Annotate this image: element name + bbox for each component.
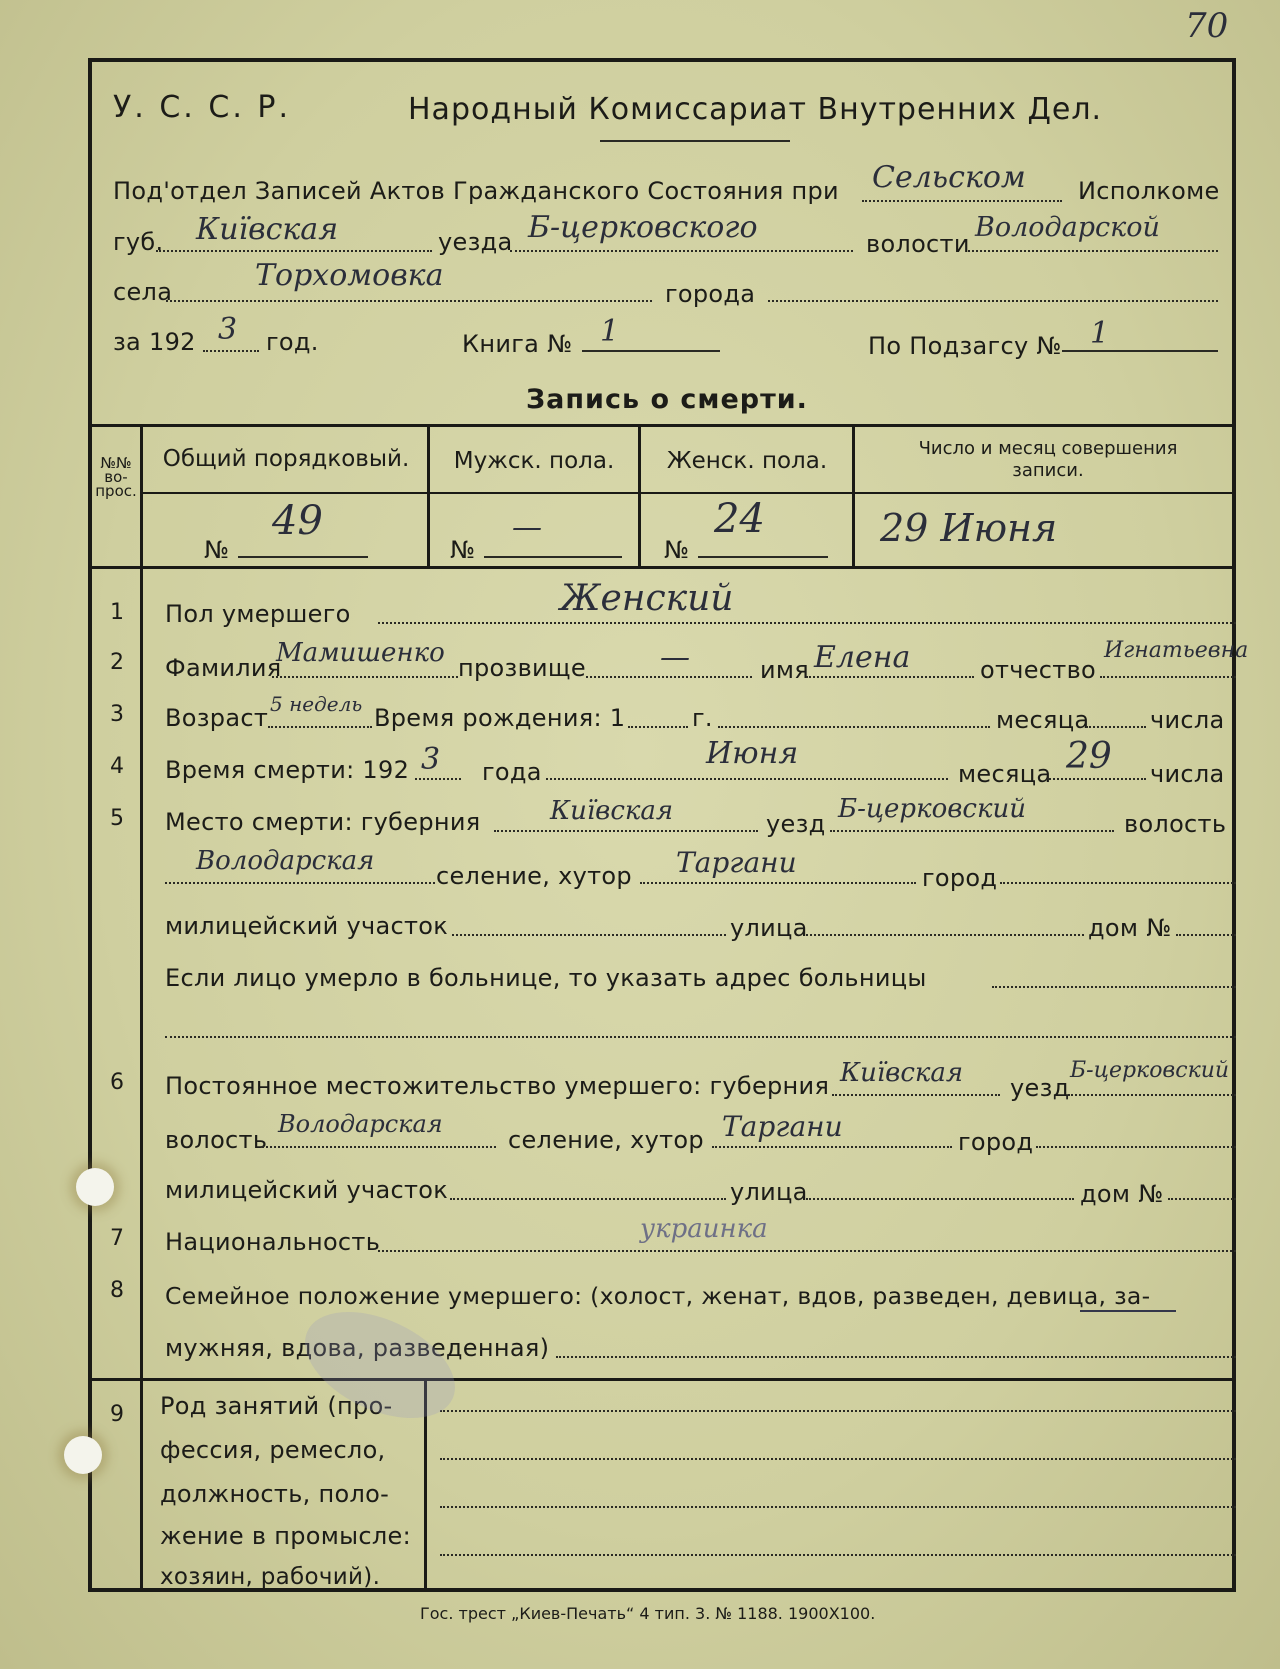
q2-family-line [272,676,458,678]
q8-label-line1: Семейное положение умершего: (холост, женат, вдов, разведен, девица, за- [165,1282,1151,1310]
q6-volost-value: Володарская [278,1110,443,1138]
male-line [484,556,622,558]
record-date-value: 29 Июня [880,506,1058,550]
male-value: — [512,510,542,545]
q3-birth-line [628,726,688,728]
table-col-3 [638,424,641,568]
q4-month-line [546,778,948,780]
q6-volost-line [262,1146,496,1148]
q6-selenie-label: селение, хутор [508,1126,704,1154]
q2-family-label: Фамилия [165,654,282,682]
q3-age-label: Возраст [165,704,269,732]
q2-patronymic-value: Игнатьевна [1104,638,1249,663]
gorod-label: города [665,280,756,308]
year-line [203,350,259,352]
q2-family-value: Мамишенко [276,638,445,668]
q5-street-label: улица [730,914,808,942]
podzags-line [1062,350,1218,352]
q6-label: Постоянное местожительство умершего: губерния [165,1072,830,1100]
q2-name-line [806,676,974,678]
female-value: 24 [714,496,765,542]
q5-gorod-label: город [922,864,998,892]
q6-uezd-line [1068,1094,1236,1096]
q5-gub-line [494,830,758,832]
q1-label: Пол умершего [165,600,351,628]
q5-police-line [452,934,726,936]
volost-line [968,250,1218,252]
volost-label: волости [866,230,970,258]
general-line [238,556,368,558]
q9-label-4: жение в промысле: [160,1522,411,1550]
q5-house-line [1176,934,1236,936]
q6-house-label: дом № [1080,1180,1164,1208]
q4-month-label: месяца [958,760,1052,788]
q3-month-label: месяца [996,706,1090,734]
q6-selenie-line [712,1146,952,1148]
q5-volost-line [165,882,435,884]
q5-hospital-line-2 [165,1036,1236,1038]
row-number-8: 8 [110,1278,124,1303]
selo-value: Торхомовка [255,258,444,293]
table-top-rule [90,424,1236,427]
q9-line-1 [440,1410,1236,1412]
row-number-9: 9 [110,1402,124,1427]
year-value: 3 [218,312,238,347]
q3-age-line [268,726,372,728]
gub-label: губ. [113,228,164,256]
binding-hole-bottom [64,1436,102,1474]
q5-selenie-value: Таргани [676,846,797,879]
general-value: 49 [272,498,323,544]
col-question-header: №№ во- прос. [95,454,137,500]
female-no-label: № [664,536,690,564]
q9-label-5: хозяин, рабочий). [160,1564,381,1590]
book-label: Книга № [462,330,573,358]
q6-uezd-label: уезд [1010,1074,1070,1102]
uezd-label: уезда [438,228,513,256]
q2-patronymic-label: отчество [980,656,1097,684]
row-number-7: 7 [110,1226,124,1251]
q4-year-label: года [482,758,542,786]
q5-selenie-label: селение, хутор [436,862,632,890]
col-female-header: Женск. пола. [666,448,828,474]
q9-label-3: должность, поло- [160,1480,390,1508]
q3-age-value: 5 недель [270,692,363,716]
q5-police-label: милицейский участок [165,912,449,940]
gub-line [156,250,432,252]
q7-value: украинка [640,1214,768,1244]
female-line [698,556,828,558]
uezd-value: Б-церковского [528,210,758,245]
row-number-2: 2 [110,650,124,675]
row-number-1: 1 [110,600,124,625]
q2-name-value: Елена [814,640,911,675]
q6-street-label: улица [730,1178,808,1206]
q2-nick-value: — [660,640,690,675]
q9-line-3 [440,1506,1236,1508]
book-line [582,350,720,352]
commissariat-title: Народный Комиссариат Внутренних Дел. [408,92,1103,127]
document-title: Запись о смерти. [526,384,808,415]
q7-label: Национальность [165,1228,381,1256]
subdept-prefix: Под'отдел Записей Актов Гражданского Состояния при [113,177,839,205]
q5-uezd-value: Б-церковский [838,794,1026,824]
q5-house-label: дом № [1088,914,1172,942]
q6-street-line [806,1198,1074,1200]
q5-volost-label: волость [1124,810,1227,838]
q5-selenie-line [640,882,916,884]
q3-day-line [1086,726,1146,728]
col-date-header: Число и месяц совершения записи. [918,438,1178,481]
row-number-6: 6 [110,1070,124,1095]
q4-day-label: числа [1150,760,1225,788]
q5-label: Место смерти: губерния [165,808,481,836]
q1-value: Женский [560,578,734,619]
q5-street-line [806,934,1084,936]
q6-uezd-value: Б-церковский [1070,1058,1230,1083]
table-col-2 [427,424,430,568]
selo-label: села [113,278,173,306]
republic-label: У. С. С. Р. [113,90,292,125]
q7-line [378,1250,1236,1252]
selo-line [166,300,652,302]
q8-line [556,1356,1236,1358]
col-general-header: Общий порядковый. [162,446,410,472]
q4-year-line [415,778,461,780]
q8-selected-underline [1080,1310,1176,1312]
podzags-value: 1 [1090,316,1110,351]
year-suffix: год. [266,328,319,356]
q9-line-2 [440,1458,1236,1460]
q3-month-line [718,726,990,728]
row-number-5: 5 [110,806,124,831]
gorod-line [768,300,1218,302]
q5-gorod-line [1000,882,1236,884]
table-col-4 [852,424,855,568]
subdept-value: Сельском [872,160,1026,195]
q8-label-line2: мужняя, вдова, разведенная) [165,1334,550,1362]
q2-nick-label: прозвище [458,654,586,682]
q5-uezd-line [830,830,1114,832]
q4-label: Время смерти: 192 [165,756,410,784]
q9-label-2: фессия, ремесло, [160,1436,386,1464]
q6-police-line [450,1198,726,1200]
q3-day-label: числа [1150,706,1225,734]
table-mid-rule [140,492,1236,494]
uezd-line [510,250,853,252]
q4-day-line [1046,778,1146,780]
table-col-1 [140,424,143,1592]
q6-house-line [1168,1198,1236,1200]
q9-label-1: Род занятий (про- [160,1392,393,1420]
table-bottom-rule [90,566,1236,569]
q5-uezd-label: уезд [766,810,826,838]
q9-line-4 [440,1554,1236,1556]
q5-volost-value: Володарская [196,846,375,876]
q6-gub-value: Київская [840,1058,964,1088]
row-number-4: 4 [110,754,124,779]
q3-birth-label: Время рождения: 1 [374,704,626,732]
subdept-suffix: Исполкоме [1078,177,1220,205]
q2-patronymic-line [1100,676,1236,678]
q4-month-value: Июня [706,736,799,771]
q6-gorod-line [1036,1146,1236,1148]
book-value: 1 [600,314,620,349]
q3-year-suffix: г. [692,704,713,732]
row-number-3: 3 [110,702,124,727]
q5-hospital-line [992,986,1236,988]
q1-line [378,622,1236,624]
q5-gub-value: Київская [550,796,674,826]
q6-gub-line [832,1094,1000,1096]
col-male-header: Мужск. пола. [453,448,615,474]
page-corner-number: 70 [1185,6,1229,46]
q6-gorod-label: город [958,1128,1034,1156]
volost-value: Володарской [975,212,1160,243]
gub-value: Київская [196,212,339,247]
q4-day-value: 29 [1066,736,1112,777]
printer-imprint: Гос. трест „Киев-Печать“ 4 тип. 3. № 1188. 1900Х100. [420,1604,876,1623]
q2-nick-line [586,676,752,678]
male-no-label: № [450,536,476,564]
q6-selenie-value: Таргани [722,1110,843,1143]
podzags-label: По Подзагсу № [868,332,1062,360]
q4-year-value: 3 [421,742,441,777]
q9-top-rule [90,1378,1236,1381]
q2-name-label: имя [760,656,810,684]
q5-hospital-label: Если лицо умерло в больнице, то указать адрес больницы [165,964,927,992]
binding-hole-top [76,1168,114,1206]
title-underline [600,140,790,142]
q6-volost-label: волость [165,1126,268,1154]
general-no-label: № [204,536,230,564]
q6-police-label: милицейский участок [165,1176,449,1204]
subdept-line [862,200,1062,202]
year-prefix: за 192 [113,328,196,356]
